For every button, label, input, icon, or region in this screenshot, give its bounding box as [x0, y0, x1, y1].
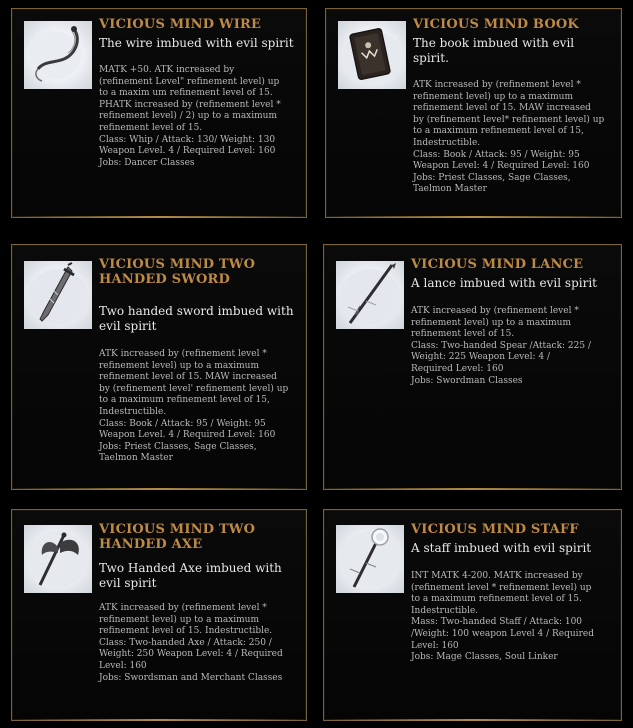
description-line: by (refinement level* refinement level) up	[413, 114, 605, 125]
description-line: Weapon Level. 4 / Required Level: 160	[99, 430, 276, 441]
description-line: refinement level) up to a maximum	[413, 91, 574, 102]
description-line: PHATK increased by (refinement level *	[99, 99, 281, 110]
description-line: Class: Two-handed Axe / Attack: 250 /	[99, 637, 272, 648]
description-line: ATK increased by (refinement level *	[411, 306, 579, 316]
item-description	[411, 306, 613, 387]
description-line: refinement level of 15.	[411, 329, 515, 340]
description-line: INT MATK 4-200. MATK increased by	[411, 571, 583, 581]
description-line: Indestructible.	[411, 605, 479, 616]
item-description	[99, 603, 298, 684]
description-line: refinement level) up to a maximum	[411, 317, 572, 328]
description-line: Class: Whip / Attack: 130/ Weight: 130	[99, 134, 276, 145]
description-line: to a maximum refinement level of 15.	[411, 594, 582, 605]
description-line: Taelmon Master	[99, 453, 173, 464]
description-line: Level: 160	[411, 640, 459, 651]
description-line: Jobs: Swordman Classes	[411, 375, 523, 386]
item-title: VICIOUS MIND BOOK	[413, 17, 579, 32]
description-line: Class: Two-handed Spear /Attack: 225 /	[411, 340, 591, 351]
staff-icon	[336, 525, 404, 593]
book-icon	[338, 21, 406, 89]
description-line: refinement level of 15. MAW increased	[413, 103, 591, 114]
description-line: refinement level of 15. MAW increased	[99, 372, 277, 383]
description-line: ATK increased by (refinement level *	[99, 603, 267, 613]
item-title: VICIOUS MIND WIRE	[99, 17, 262, 32]
description-line: Jobs: Mage Classes, Soul Linker	[411, 652, 558, 663]
description-line: Taelmon Master	[413, 184, 487, 195]
item-subtitle: A staff imbued with evil spirit	[411, 541, 592, 555]
two-handed-sword-icon	[24, 261, 92, 329]
description-line: Mass: Two-handed Staff / Attack: 100	[411, 617, 583, 628]
description-line: Jobs: Swordsman and Merchant Classes	[99, 672, 283, 683]
description-line: ATK increased by (refinement level *	[413, 80, 581, 90]
description-line: Indestructible.	[413, 137, 481, 148]
item-title: VICIOUS MIND TWO HANDED SWORD	[99, 257, 256, 287]
item-card-wire	[11, 8, 307, 218]
description-line: Jobs: Priest Classes, Sage Classes,	[99, 441, 257, 452]
description-line: refinement level) up to a maximum	[99, 360, 260, 371]
item-description	[99, 349, 298, 465]
whip-icon	[24, 21, 92, 89]
description-line: by (refinement level' refinement level) up	[99, 383, 289, 394]
description-line: Class: Book / Attack: 95 / Weight: 95	[99, 418, 266, 429]
item-subtitle: Two handed sword imbued with evil spirit	[99, 304, 294, 333]
description-line: Required Level: 160	[411, 363, 504, 374]
description-line: /Weight: 100 weapon Level 4 / Required	[411, 628, 594, 639]
description-line: refinement level) / 2) up to a maximum	[99, 111, 278, 122]
item-subtitle: A lance imbued with evil spirit	[411, 276, 597, 290]
item-title: VICIOUS MIND LANCE	[411, 257, 584, 272]
description-line: Weight: 225 Weapon Level: 4 /	[411, 352, 550, 363]
description-line: to a maximum refinement level of 15,	[99, 395, 270, 406]
description-line: refinement level) up to a maximum	[99, 614, 260, 625]
description-line: Class: Book / Attack: 95 / Weight: 95	[413, 149, 580, 160]
item-card-lance	[323, 244, 622, 490]
item-description	[99, 65, 298, 169]
description-line: refinement level of 15. Indestructible.	[99, 626, 273, 637]
description-line: to a maxim um refinement level of 15.	[99, 88, 273, 99]
description-line: (refinement level * refinement level) up	[411, 582, 592, 593]
description-line: Weight: 250 Weapon Level: 4 / Required	[99, 649, 283, 660]
item-subtitle: Two Handed Axe imbued with evil spirit	[99, 561, 282, 590]
description-line: Jobs: Priest Classes, Sage Classes,	[413, 172, 571, 183]
item-subtitle: The book imbued with evil spirit.	[413, 36, 575, 65]
description-line: Level: 160	[99, 660, 147, 671]
item-subtitle: The wire imbued with evil spirit	[99, 36, 294, 50]
description-line: to a maximum refinement level of 15,	[413, 126, 584, 137]
description-line: Indestructible.	[99, 406, 167, 417]
description-line: refinement level of 15.	[99, 122, 203, 133]
item-description	[413, 80, 613, 196]
description-line: ATK increased by (refinement level *	[99, 349, 267, 359]
description-line: MATK +50. ATK increased by	[99, 65, 235, 75]
item-title: VICIOUS MIND STAFF	[411, 522, 579, 537]
item-card-two-handed-axe	[11, 509, 307, 721]
item-card-two-handed-sword	[11, 244, 307, 490]
description-line: Weapon Level: 4 / Required Level: 160	[413, 161, 590, 172]
item-title: VICIOUS MIND TWO HANDED AXE	[99, 522, 256, 552]
item-description	[411, 571, 613, 664]
two-handed-axe-icon	[24, 525, 92, 593]
item-card-book	[325, 8, 622, 218]
description-line: (refinement Level" refinement level) up	[99, 76, 280, 87]
description-line: Weapon Level. 4 / Required Level: 160	[99, 146, 276, 157]
item-card-staff	[323, 509, 622, 721]
lance-icon	[336, 261, 404, 329]
description-line: Jobs: Dancer Classes	[99, 157, 195, 168]
